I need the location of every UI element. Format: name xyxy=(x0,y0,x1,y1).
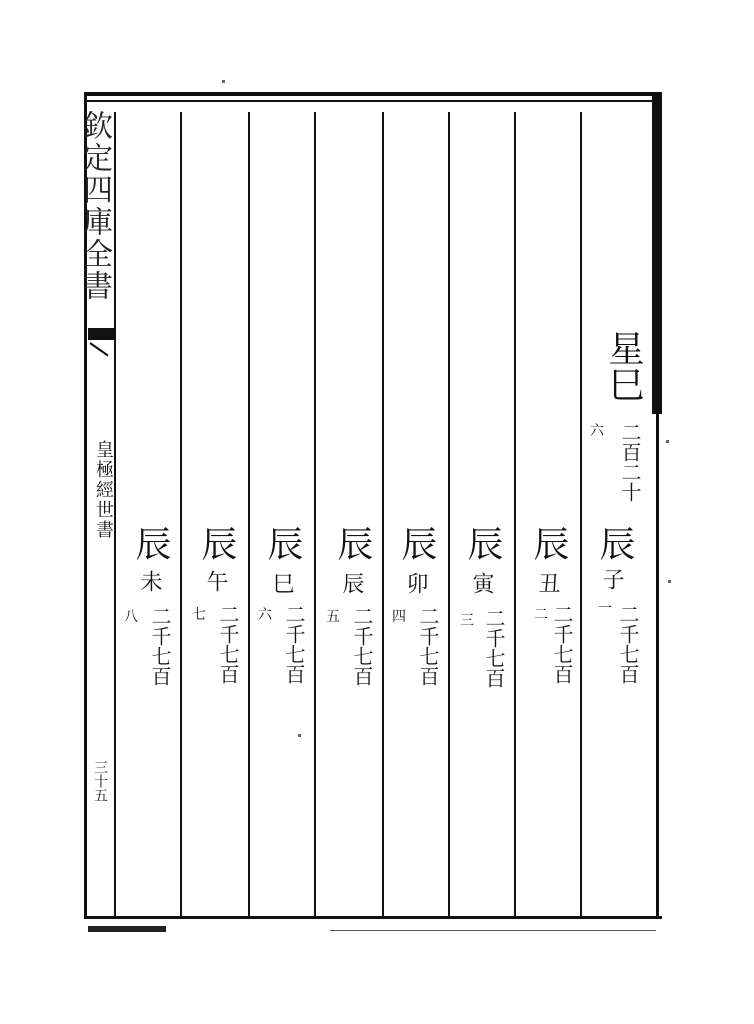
column-value: 二千七百 xyxy=(550,604,574,684)
scan-speck xyxy=(222,80,225,83)
column-value: 二千七百 xyxy=(350,606,374,686)
column-index: 一 xyxy=(598,601,612,617)
frame-top-rule xyxy=(84,92,662,96)
leaf-number: 三十五 xyxy=(92,760,108,802)
book-title: 皇極經世書 xyxy=(93,440,114,540)
column-label: 辰 xyxy=(196,525,237,561)
column-label: 辰 xyxy=(462,525,503,561)
column-value: 二千七百 xyxy=(216,604,240,684)
footer-mark xyxy=(88,926,166,932)
column-label: 辰 xyxy=(130,525,171,561)
column-value: 二千七百 xyxy=(616,604,640,684)
column-branch: 卯 xyxy=(403,572,428,594)
scan-speck xyxy=(298,734,301,737)
column-value: 二千七百 xyxy=(148,606,172,686)
column-index: 三 xyxy=(460,613,474,629)
frame-right-rule-lower xyxy=(656,414,659,919)
column-label: 辰 xyxy=(594,525,635,561)
fish-tail-mark xyxy=(88,328,114,340)
scan-speck xyxy=(668,580,671,583)
column-label: 辰 xyxy=(396,525,437,561)
fish-tail-slash xyxy=(89,342,108,356)
frame-bottom-rule xyxy=(84,916,662,919)
column-rule xyxy=(580,112,582,916)
column-branch: 子 xyxy=(599,568,624,590)
column-index: 八 xyxy=(124,609,138,625)
column-branch: 丑 xyxy=(535,572,560,594)
star-value: 二百二十 xyxy=(618,422,642,502)
column-label: 辰 xyxy=(528,525,569,561)
column-branch: 午 xyxy=(203,570,228,592)
scan-speck xyxy=(666,440,669,443)
column-rule xyxy=(514,112,516,916)
column-branch: 巳 xyxy=(269,572,294,594)
column-branch: 寅 xyxy=(469,572,494,594)
column-index: 五 xyxy=(326,609,340,625)
column-rule xyxy=(382,112,384,916)
column-value: 二千七百 xyxy=(482,608,506,688)
column-index: 二 xyxy=(534,607,548,623)
column-branch: 未 xyxy=(137,570,162,592)
column-index: 六 xyxy=(258,607,272,623)
footer-rule xyxy=(330,930,656,931)
star-label: 星巳 xyxy=(603,330,644,402)
column-rule xyxy=(248,112,250,916)
column-branch: 辰 xyxy=(339,572,364,594)
column-rule xyxy=(314,112,316,916)
column-index: 七 xyxy=(192,607,206,623)
column-label: 辰 xyxy=(332,525,373,561)
library-header: 欽定四庫全書 xyxy=(77,110,112,302)
column-value: 二千七百 xyxy=(416,606,440,686)
column-label: 辰 xyxy=(262,525,303,561)
column-index: 四 xyxy=(392,609,406,625)
column-value: 二千七百 xyxy=(282,604,306,684)
frame-top-rule-inner xyxy=(84,100,662,102)
star-index: 六 xyxy=(590,423,604,439)
column-rule xyxy=(448,112,450,916)
column-rule xyxy=(180,112,182,916)
frame-right-rule xyxy=(652,92,662,414)
